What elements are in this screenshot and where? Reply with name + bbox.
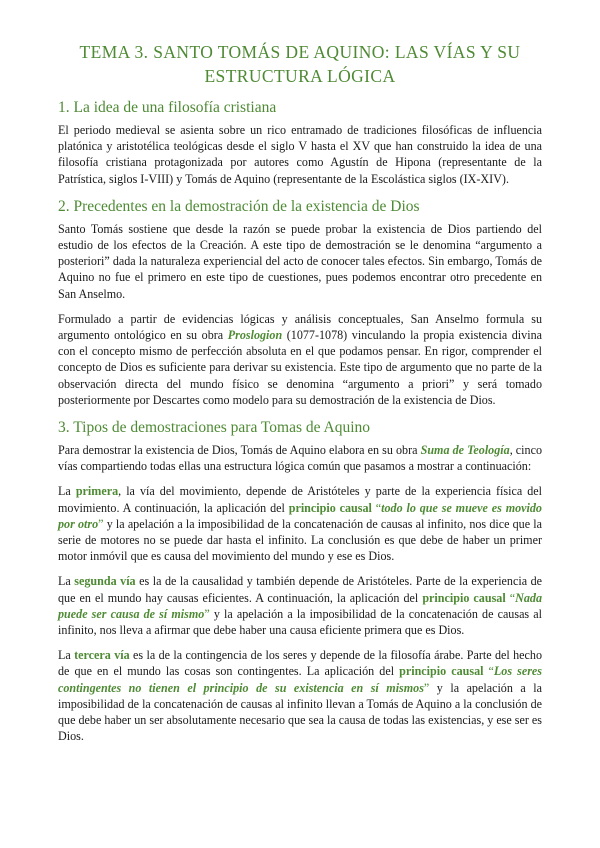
quote-mark: “ [371, 500, 382, 515]
text-run: , cinco vías compartiendo todas ellas una estructura lógica común que pasamos a mostrar a continuación: [58, 443, 542, 474]
text-run: La [58, 484, 76, 499]
text-run: y la apelación a la imposibilidad de la concatenación de causas al infinito, nos dice que la serie de motores no se puede dar hasta el infinito. La conclusión es que debe de haber un primer motor inmóvil que es causa del movimiento del mundo y ese es Dios. [58, 516, 543, 564]
text-run: y la apelación a la imposibilidad de la concatenación de causas al infinito llevan a Tomás de Aquino a la conclusión de que debe haber un ser absolutamente necesario que sea la causa de todas las existencias, y ese ser es Dios. [58, 680, 542, 744]
principle-quote: Los seres contingentes no tienen el principio de su existencia en sí mismos [58, 664, 542, 695]
quote-mark: ” [98, 516, 104, 531]
text-run: Formulado a partir de evidencias lógicas y análisis conceptuales, San Anselmo formula su argumento ontológico en su obra [58, 311, 542, 343]
paragraph [58, 311, 542, 408]
quote-mark: “ [505, 590, 516, 605]
text-run: (1077-1078) vinculando la propia existencia divina con el concepto mismo de perfección absoluta en el que podamos pensar. En rigor, comprender el concepto de Dios es suficiente para derivar su existencia. Este tipo de argumento que no parte de la observación directa del mundo físico se denomina “argumento a priori” y será tomado posteriormente por Descartes como modelo para su demostración de la existencia de Dios. [58, 328, 542, 407]
paragraph: El periodo medieval se asienta sobre un rico entramado de tradiciones filosóficas de influencia platónica y aristotélica teológicas desde el siglo V hasta el XV que han construido la idea de una filosofía cristiana protagonizada por autores como Agustín de Hipona (representante de la Patrística, siglos I-VIII) y Tomás de Aquino (representante de la Escolástica siglos (IX-XIV). [58, 123, 542, 186]
paragraph [58, 442, 542, 474]
quote-mark: “ [483, 664, 494, 679]
text-run: Para demostrar la existencia de Dios, Tomás de Aquino elabora en su obra [58, 443, 421, 458]
principle-quote: Nada puede ser causa de sí mismo [58, 590, 542, 621]
text-run: es la de la contingencia de los seres y depende de la filosofía árabe. Parte del hecho de que en el mundo las cosas son contingentes. La aplicación del [58, 648, 542, 679]
principle-term: principio causal [422, 590, 506, 605]
quote-mark: ” [204, 606, 210, 621]
section-heading-3: 3. Tipos de demostraciones para Tomas de Aquino [58, 419, 371, 437]
via-name: segunda vía [74, 574, 136, 589]
paragraph: Santo Tomás sostiene que desde la razón se puede probar la existencia de Dios partiendo del estudio de los efectos de la Creación. A este tipo de demostración se le denomina “argumento a posteriori” dada la naturaleza experiencial del acto de conocer tales efectos. Sin embargo, Tomás de Aquino no fue el primero en este tipo de cuestiones, pues podemos encontrar otro precedente en San Anselmo. [58, 221, 542, 301]
page-title: TEMA 3. SANTO TOMÁS DE AQUINO: LAS VÍAS Y SU ESTRUCTURA LÓGICA [79, 42, 521, 86]
text-run: es la de la causalidad y también depende de Aristóteles. Parte de la experiencia de que en el mundo hay causas eficientes. A continuación, la aplicación del [58, 574, 542, 605]
section-heading-2: 2. Precedentes en la demostración de la existencia de Dios [58, 197, 420, 215]
text-run: , la vía del movimiento, depende de Aristóteles y parte de la experiencia física del movimiento. A continuación, la aplicación del [58, 484, 543, 515]
work-title: Proslogion [227, 328, 283, 343]
via-name: primera [75, 484, 119, 499]
text-run: La [58, 648, 75, 663]
principle-term: principio causal [288, 500, 372, 515]
text-run: La [58, 574, 75, 589]
principle-term: principio causal [399, 664, 484, 679]
via-paragraph-2 [58, 573, 542, 638]
text-run: y la apelación a la imposibilidad de la concatenación de causas al infinito, nos lleva a afirmar que debe haber una causa eficiente primera que es Dios. [58, 606, 542, 638]
quote-mark: ” [423, 680, 430, 695]
via-paragraph-1 [58, 483, 542, 564]
principle-quote: todo lo que se mueve es movido por otro [58, 500, 542, 531]
via-paragraph-3 [58, 647, 542, 744]
section-heading-1: 1. La idea de una filosofía cristiana [58, 99, 277, 116]
work-title: Suma de Teología [420, 443, 510, 458]
via-name: tercera vía [74, 648, 130, 663]
